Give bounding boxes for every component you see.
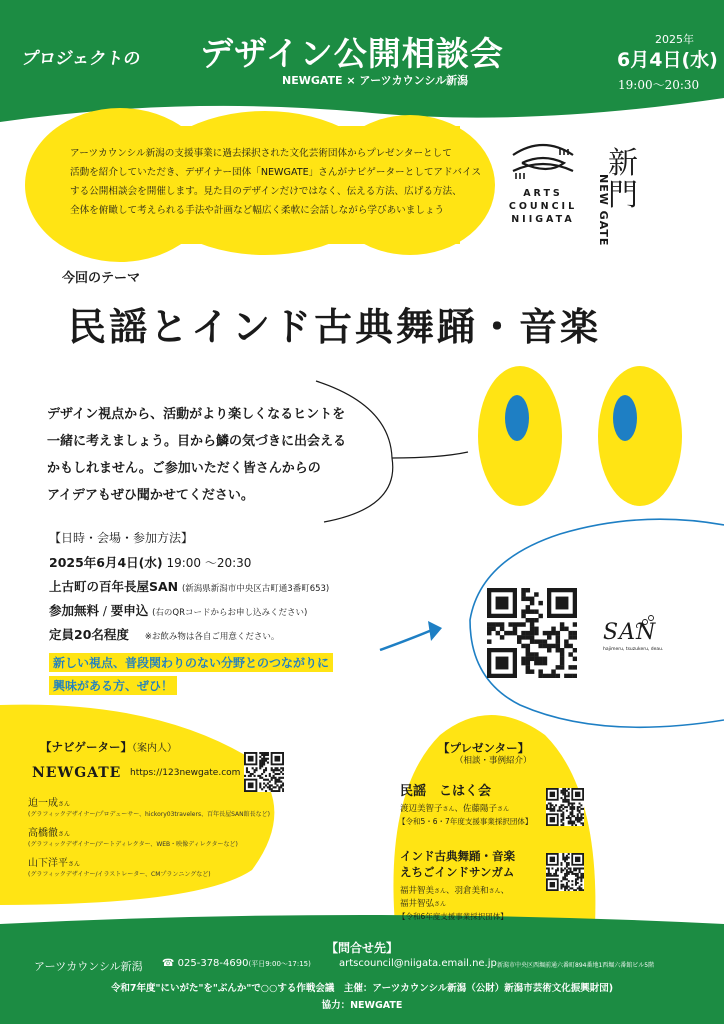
newgate-logo-kanji: 新門 bbox=[608, 146, 638, 213]
header-date: 6月4日(水) bbox=[617, 49, 718, 71]
header-pre-title: プロジェクトの bbox=[20, 49, 142, 69]
san-logo-tagline: hajimeru, tsuzukeru, deau. bbox=[603, 647, 664, 652]
member-suffix: さん bbox=[58, 831, 71, 838]
newgate-logo-kana: NEW GATE bbox=[597, 174, 610, 247]
message-line: 一緒に考えましょう。目から鱗の気づきに出会える bbox=[47, 434, 347, 449]
message-line: デザイン視点から、活動がより楽しくなるヒントを bbox=[47, 407, 346, 422]
presenter-heading-sub: （相談・事例紹介） bbox=[455, 756, 532, 766]
navigator-heading-label: 【ナビゲーター】 bbox=[40, 740, 132, 754]
arrow-line bbox=[380, 630, 432, 650]
footer-cooperation: 協力：NEWGATE bbox=[321, 1000, 403, 1011]
info-venue: 上古町の百年長屋SAN bbox=[49, 579, 179, 594]
footer-email[interactable]: artscouncil@niigata.email.ne.jp bbox=[339, 958, 497, 969]
header-title: デザイン公開相談会 bbox=[200, 34, 504, 73]
member-suffix: さん bbox=[68, 861, 81, 868]
navigator-heading bbox=[40, 739, 177, 755]
footer-heading: 【問合せ先】 bbox=[325, 941, 398, 955]
intro-line: アーツカウンシル新潟の支援事業に過去採択された文化芸術団体からプレゼンターとして bbox=[70, 148, 452, 159]
footer-phone-hours: (平日9:00～17:15) bbox=[248, 960, 311, 968]
highlight-line: 興味がある方、ぜひ！ bbox=[49, 676, 177, 695]
navigator-url[interactable]: https://123newgate.com bbox=[130, 768, 241, 778]
member-suffix: さん bbox=[434, 901, 447, 908]
info-time: 19:00 ～20:30 bbox=[166, 556, 252, 570]
intro-line: する公開相談会を開催します。見た目のデザインだけではなく、伝える方法、広げる方法、 bbox=[70, 186, 462, 197]
header-time: 19:00～20:30 bbox=[618, 78, 700, 92]
info-date: 2025年6月4日(水) bbox=[49, 555, 163, 570]
member-name: 羽倉美和 bbox=[454, 886, 489, 896]
presenter-group-tag: 【令和6年度支援事業採択団体】 bbox=[398, 912, 508, 921]
intro-line: 活動を紹介していただき、デザイナー団体「NEWGATE」さんがナビゲーターとしてアドバイス bbox=[70, 167, 482, 178]
info-heading: 【日時・会場・参加方法】 bbox=[49, 531, 194, 545]
arts-council-logo-line: ARTS bbox=[523, 188, 563, 199]
info-apply: 要申込 bbox=[110, 603, 149, 618]
navigator-member bbox=[28, 794, 270, 818]
member-suffix: さん bbox=[497, 806, 510, 813]
member-name: 高橋徹 bbox=[28, 828, 58, 839]
footer-org: アーツカウンシル新潟 bbox=[34, 960, 143, 973]
eye-left bbox=[478, 366, 562, 506]
navigator-heading-sub: （案内人） bbox=[132, 743, 177, 754]
member-suffix: さん bbox=[442, 806, 455, 813]
speech-tail bbox=[392, 452, 468, 458]
group-name-line: インド古典舞踊・音楽 bbox=[400, 849, 515, 863]
presenter-group-members bbox=[400, 897, 446, 909]
presenter-group-members: 福井智美さん、羽倉美和さん、 bbox=[400, 886, 510, 896]
footer-phone-number[interactable]: ☎ 025-378-4690 bbox=[162, 958, 249, 969]
presenter-group-members: 渡辺美智子さん、佐藤陽子さん bbox=[400, 804, 510, 814]
message-line: アイデアもぜひ聞かせてください。 bbox=[47, 488, 254, 503]
member-role: (グラフィックデザイナー/プロデューサー、hickory03travelers、百年長屋SAN館長など) bbox=[28, 811, 270, 818]
intro-text bbox=[70, 144, 482, 220]
presenter-group2-qr-code[interactable] bbox=[546, 853, 584, 891]
member-name: 山下洋平 bbox=[28, 858, 68, 869]
info-venue-address: (新潟県新潟市中央区古町通3番町653) bbox=[181, 584, 330, 594]
info-capacity: 定員20名程度 bbox=[49, 627, 129, 642]
info-fee: 参加無料 bbox=[49, 603, 100, 618]
arrow-head bbox=[428, 621, 442, 641]
navigator-name: NEWGATE bbox=[32, 765, 122, 781]
message-text bbox=[47, 401, 346, 509]
application-qr-code[interactable] bbox=[487, 588, 577, 678]
member-suffix: さん bbox=[488, 888, 501, 895]
footer-organizer: 令和7年度"にいがた"を"ぶんか"で○○する作戦会議 主催：アーツカウンシル新潟（公財）新潟市芸術文化振興財団) bbox=[110, 983, 614, 994]
member-name: 佐藤陽子 bbox=[463, 804, 498, 814]
newgate-logo bbox=[597, 140, 678, 247]
theme-label: 今回のテーマ bbox=[62, 271, 141, 286]
arts-council-logo-line: NIIGATA bbox=[511, 214, 575, 225]
member-role: (グラフィックデザイナー/アートディレクター、WEB・映像ディレクターなど) bbox=[28, 841, 238, 848]
highlight-text bbox=[49, 652, 333, 698]
footer-address: 新潟市中央区西堀前通六番町894番地1西堀六番館ビル5階 bbox=[497, 962, 655, 969]
info-fee-sep: / bbox=[102, 604, 107, 618]
navigator-member bbox=[28, 824, 238, 848]
presenter-group1-qr-code[interactable] bbox=[546, 788, 584, 826]
san-logo bbox=[603, 620, 663, 652]
highlight-line: 新しい視点、普段関わりのない分野とのつながりに bbox=[49, 653, 333, 672]
member-name: 迫一成 bbox=[28, 798, 58, 809]
member-suffix: さん bbox=[434, 888, 447, 895]
arts-council-mark-icon bbox=[508, 133, 578, 179]
theme-title: 民謡とインド古典舞踊・音楽 bbox=[68, 304, 602, 349]
member-role: (グラフィックデザイナー/イラストレーター、CMプランニングなど) bbox=[28, 871, 211, 878]
navigator-member bbox=[28, 854, 211, 878]
info-apply-note: (右のQRコードからお申し込みください) bbox=[152, 608, 308, 618]
member-name: 渡辺美智子 bbox=[400, 804, 443, 814]
footer-phone[interactable] bbox=[162, 958, 311, 969]
san-logo-mark: SAN bbox=[603, 620, 657, 645]
member-suffix: さん bbox=[58, 801, 71, 808]
info-capacity-note: ※お飲み物は各自ご用意ください。 bbox=[144, 632, 280, 642]
navigator-qr-code[interactable] bbox=[244, 752, 284, 792]
member-name: 福井智美 bbox=[400, 886, 435, 896]
member-name: 福井智弘 bbox=[400, 899, 435, 909]
arts-council-logo bbox=[508, 133, 578, 226]
san-logo-circles-icon bbox=[623, 614, 663, 628]
intro-line: 全体を俯瞰して考えられる手法や計画など幅広く柔軟に会話しながら学びあいましょう bbox=[70, 205, 445, 216]
eye-right bbox=[598, 366, 682, 506]
header-year: 2025年 bbox=[655, 33, 694, 46]
header-subtitle: NEWGATE × アーツカウンシル新潟 bbox=[282, 74, 469, 87]
message-line: かもしれません。ご参加いただく皆さんからの bbox=[47, 461, 321, 476]
presenter-group-name bbox=[400, 848, 515, 880]
presenter-group-tag: 【令和5・6・7年度支援事業採択団体】 bbox=[398, 817, 533, 826]
presenter-heading: 【プレゼンター】 bbox=[438, 741, 530, 755]
arts-council-logo-line: COUNCIL bbox=[508, 201, 578, 212]
presenter-group-name: 民謡 こはく会 bbox=[400, 784, 492, 799]
group-name-line: えちごインドサンガム bbox=[400, 865, 515, 879]
